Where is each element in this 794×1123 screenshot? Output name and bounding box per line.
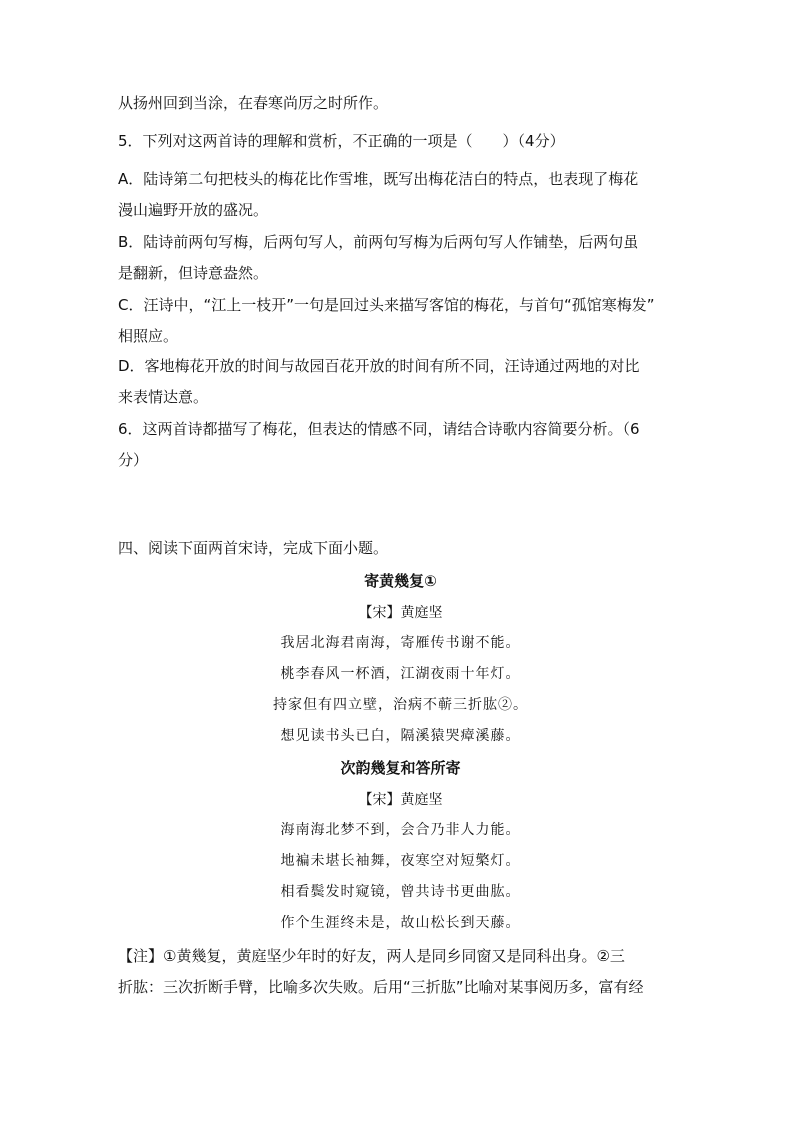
- poem-1-title: 寄黄幾复①: [364, 572, 437, 590]
- annotation-note: 【注】①黄幾复，黄庭坚少年时的好友，两人是同乡同窗又是同科出身。②三 折肱：三次折断手臂，比喻多次失败。后用“三折肱”比喻对某事阅历多，富有经: [118, 947, 644, 996]
- poem-2-line: 作个生涯终未是，故山松长到天藤。: [280, 915, 521, 931]
- intro-tail: 从扬州回到当涂，在春寒尚厉之时所作。: [118, 94, 389, 112]
- question-5-option-a: A．陆诗第二句把枝头的梅花比作雪堆，既写出梅花洁白的特点，也表现了梅花 漫山遍野开放的盛况。: [118, 170, 639, 219]
- poem-2-line: 相看鬓发时窥镜，曾共诗书更曲肱。: [280, 884, 521, 900]
- question-5-option-c: C．汪诗中，“江上一枝开”一句是回过头来描写客馆的梅花，与首句“孤馆寒梅发” 相照应。: [118, 296, 655, 345]
- poem-1-line: 桃李春风一杯酒，江湖夜雨十年灯。: [280, 666, 521, 682]
- section-4-heading: 四、阅读下面两首宋诗，完成下面小题。: [118, 539, 389, 557]
- poem-1-line: 持家但有四立壁，治病不蕲三折肱②。: [273, 697, 528, 713]
- poem-1-author: 【宋】黄庭坚: [358, 605, 443, 621]
- poem-2-author: 【宋】黄庭坚: [358, 792, 443, 808]
- poem-2-line: 海南海北梦不到，会合乃非人力能。: [280, 822, 521, 838]
- question-5-option-d: D．客地梅花开放的时间与故园百花开放的时间有所不同，汪诗通过两地的对比 来表情达意。: [118, 357, 640, 406]
- poem-1-line: 我居北海君南海，寄雁传书谢不能。: [280, 635, 521, 651]
- question-5-option-b: B．陆诗前两句写梅，后两句写人，前两句写梅为后两句写人作铺垫，后两句虽 是翻新，但诗意盎然。: [118, 233, 639, 282]
- question-6: 6．这两首诗都描写了梅花，但表达的情感不同，请结合诗歌内容简要分析。（6 分）: [118, 420, 640, 469]
- poem-1-line: 想见读书头已白，隔溪猿哭瘴溪藤。: [280, 728, 521, 744]
- question-5-stem: 5．下列对这两首诗的理解和赏析，不正确的一项是（ ）（4分）: [118, 132, 565, 150]
- poem-2-title: 次韵幾复和答所寄: [340, 759, 461, 777]
- poem-2-line: 地褊未堪长袖舞，夜寒空对短檠灯。: [280, 853, 521, 869]
